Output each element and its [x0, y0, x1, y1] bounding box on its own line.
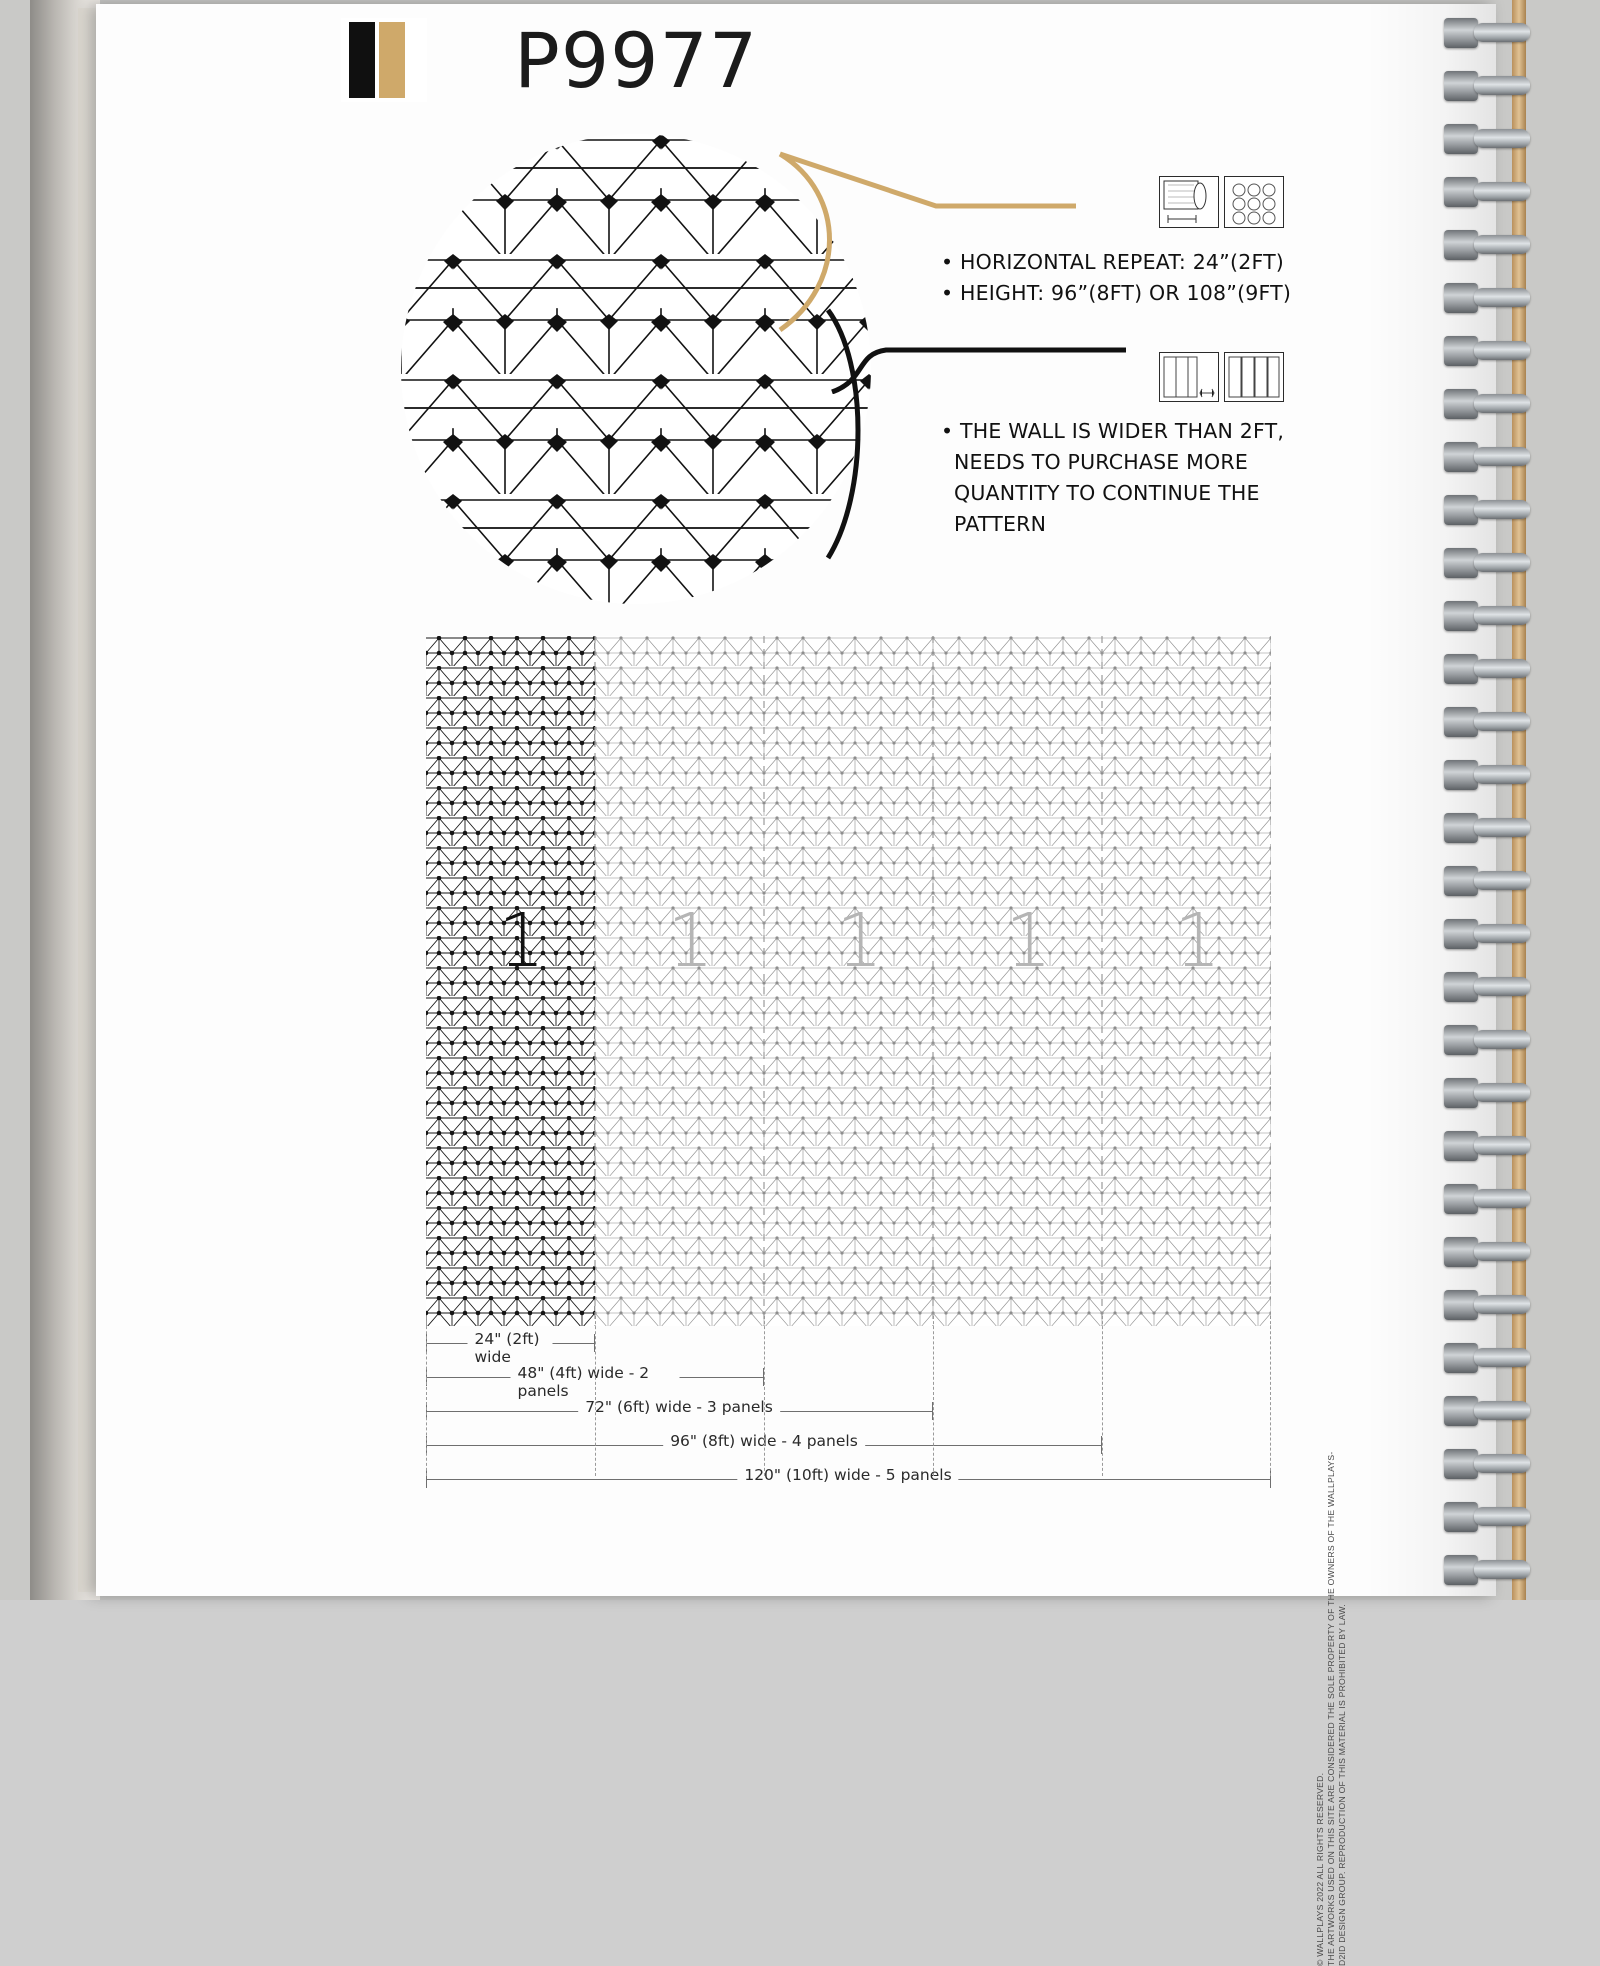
binding-coil: [1444, 18, 1530, 48]
binding-coil: [1444, 813, 1530, 843]
note-line-4: PATTERN: [954, 512, 1047, 536]
panel-number-3: 1: [836, 898, 884, 984]
logo-gold-bar-icon: [379, 22, 405, 98]
binding-coil: [1444, 760, 1530, 790]
panel-group-icon: [1224, 352, 1284, 402]
binding-coil: [1444, 495, 1530, 525]
spiral-binding: [1400, 0, 1600, 1600]
wallpaper-roll-icon: [1159, 176, 1219, 228]
panel-layout-diagram: [426, 636, 1271, 1326]
binding-coil: [1444, 919, 1530, 949]
dimension-row-1: [426, 1326, 595, 1366]
binding-coil: [1444, 1396, 1530, 1426]
spec-note: [941, 416, 1321, 540]
dimension-label: 120" (10ft) wide - 5 panels: [737, 1466, 958, 1484]
binding-coil: [1444, 1184, 1530, 1214]
dimension-row-5: [426, 1462, 1271, 1496]
spec-item-height: • HEIGHT: 96”(8FT) OR 108”(9FT): [941, 281, 1292, 305]
binding-coil: [1444, 1343, 1530, 1373]
binding-coil: [1444, 1290, 1530, 1320]
binding-coil: [1444, 177, 1530, 207]
logo-black-bar-icon: [349, 22, 375, 98]
binding-coil: [1444, 336, 1530, 366]
binding-coil: [1444, 1025, 1530, 1055]
black-callout-curve-icon: [822, 304, 882, 564]
binding-coil: [1444, 654, 1530, 684]
dimension-row-3: [426, 1394, 933, 1428]
copyright-notice: [1315, 1446, 1348, 1966]
dimension-label: 48" (4ft) wide - 2 panels: [511, 1364, 680, 1400]
binding-coil: [1444, 283, 1530, 313]
panel-number-5: 1: [1174, 898, 1222, 984]
panel-number-1: 1: [498, 898, 546, 984]
spec-item-repeat: • HORIZONTAL REPEAT: 24”(2FT): [941, 250, 1284, 274]
dimension-label: 96" (8ft) wide - 4 panels: [663, 1432, 865, 1450]
note-line-3: QUANTITY TO CONTINUE THE: [954, 481, 1260, 505]
binding-coil: [1444, 548, 1530, 578]
copyright-line-2: THE ARTWORKS USED ON THIS SITE ARE CONSIDERED THE SOLE PROPERTY OF THE OWNERS OF THE WALLPLAYS-D2ID DESIGN GROUP. REPRODUCTION OF THIS MATERIAL IS PROHIBITED BY LAW.: [1326, 1451, 1347, 1966]
binding-coil: [1444, 866, 1530, 896]
panel-number-4: 1: [1005, 898, 1053, 984]
binding-coil: [1444, 1449, 1530, 1479]
binding-coil: [1444, 71, 1530, 101]
binding-coil: [1444, 230, 1530, 260]
copyright-line-1: © WALLPLAYS 2022 ALL RIGHTS RESERVED.: [1315, 1772, 1325, 1966]
pattern-tile-icon: [1224, 176, 1284, 228]
binding-coil: [1444, 972, 1530, 1002]
binding-coil: [1444, 1555, 1530, 1585]
paper-sheet: [96, 4, 1496, 1966]
dimension-label: 72" (6ft) wide - 3 panels: [578, 1398, 780, 1416]
binding-coil: [1444, 1131, 1530, 1161]
page-title: P9977: [514, 16, 759, 105]
binding-coil: [1444, 1237, 1530, 1267]
binding-coil: [1444, 389, 1530, 419]
binding-coil: [1444, 601, 1530, 631]
binding-coil: [1444, 1078, 1530, 1108]
binding-coil: [1444, 707, 1530, 737]
binding-coil: [1444, 442, 1530, 472]
note-line-2: NEEDS TO PURCHASE MORE: [954, 450, 1248, 474]
note-line-1: • THE WALL IS WIDER THAN 2FT,: [941, 419, 1285, 443]
panel-width-icon: [1159, 352, 1219, 402]
binding-coil: [1444, 124, 1530, 154]
panel-number-2: 1: [667, 898, 715, 984]
dimension-label: 24" (2ft) wide: [468, 1330, 553, 1366]
binding-coil: [1444, 1502, 1530, 1532]
spec-list: [941, 247, 1321, 309]
dimension-lines: [426, 1326, 1271, 1526]
